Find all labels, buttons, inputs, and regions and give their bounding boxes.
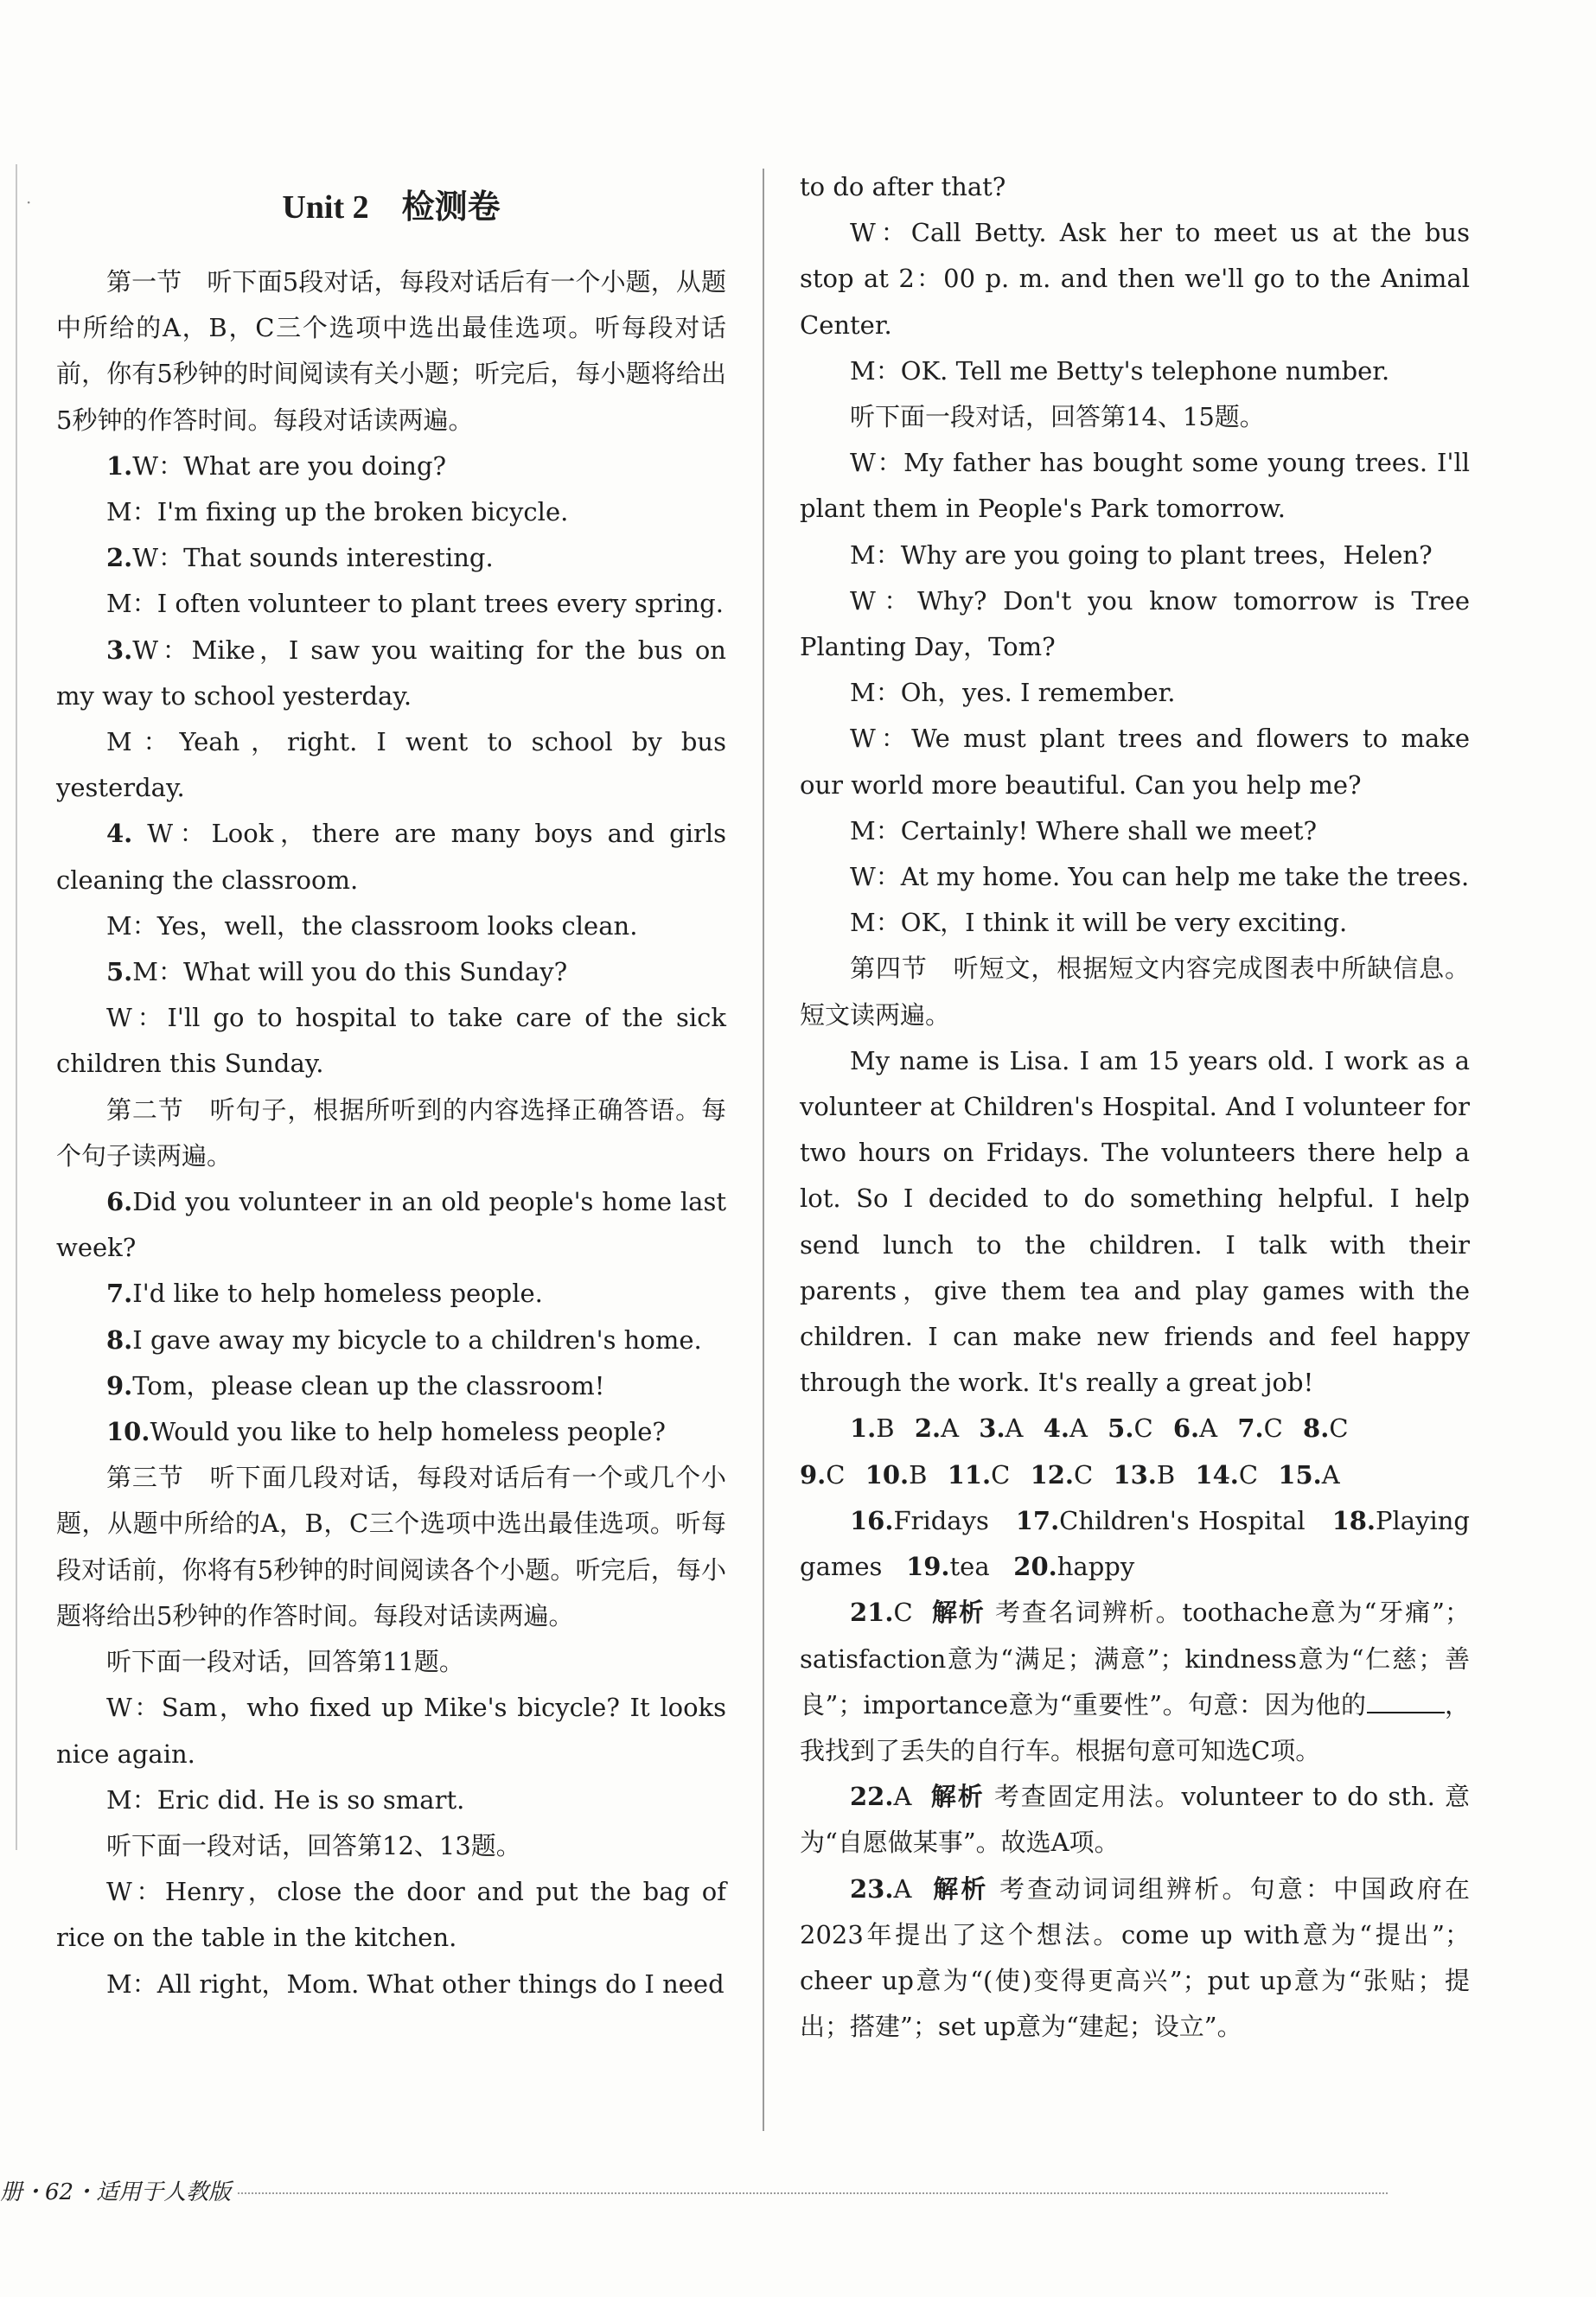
answer-item: 1.B (850, 1413, 895, 1444)
answer-item: 11.C (947, 1459, 1011, 1490)
page-title: Unit 2 检测卷 (282, 189, 501, 226)
question-5-reply: W：I'll go to hospital to take care of the sick children this Sunday. (56, 1003, 726, 1079)
section-3-instructions: 第三节 听下面几段对话，每段对话后有一个或几个小题，从题中所给的A，B，C三个选项中选出最佳选项。听每段对话前，你将有5秒钟的时间阅读各个小题。听完后，每小题将给出5秒钟的作答时间。每段对话读两遍。 (56, 1463, 726, 1630)
column-divider (763, 169, 764, 2131)
question-2-reply: M：I often volunteer to plant trees every spring. (106, 589, 724, 619)
dialog-line: M：Why are you going to plant trees，Helen? (850, 539, 1433, 570)
answer-22-explanation: 22.A 解析 考查固定用法。volunteer to do sth. 意为“自愿做某事”。故选A项。 (800, 1782, 1471, 1858)
answer-item: 10.B (865, 1459, 928, 1490)
answer-item: 2.A (914, 1413, 960, 1444)
dialog-line: W：My father has bought some young trees. I'll plant them in People's Park tomorrow. (800, 448, 1470, 524)
dialog-14-15-intro: 听下面一段对话，回答第14、15题。 (850, 402, 1265, 432)
answer-blank (1367, 1689, 1445, 1713)
question-3-reply: M：Yeah，right. I went to school by bus yesterday. (56, 727, 726, 803)
left-column (56, 164, 726, 2007)
section-2-instructions: 第二节 听句子，根据所听到的内容选择正确答语。每个句子读两遍。 (56, 1094, 726, 1171)
question-1-reply: M：I'm fixing up the broken bicycle. (106, 497, 569, 527)
dialog-line: M：Oh，yes. I remember. (850, 678, 1176, 708)
dialog-12-13-m: M：All right，Mom. What other things do I need (106, 1968, 725, 1999)
answer-item: 5.C (1108, 1413, 1153, 1444)
answer-item: 15.A (1278, 1459, 1340, 1490)
question-2: 2.W：That sounds interesting. (106, 543, 494, 573)
answers-row-2 (800, 1452, 1470, 1498)
question-5: 5.M：What will you do this Sunday? (106, 957, 568, 987)
question-6: 6.Did you volunteer in an old people's home last week? (56, 1187, 726, 1263)
answer-item: 13.B (1113, 1459, 1176, 1490)
question-9: 9.Tom，please clean up the classroom! (106, 1370, 605, 1401)
question-7: 7.I'd like to help homeless people. (106, 1279, 543, 1309)
answer-item: 12.C (1030, 1459, 1094, 1490)
dialog-line: M：Certainly! Where shall we meet? (850, 815, 1318, 845)
dialog-continued: to do after that? (800, 172, 1006, 201)
dialog-11-m: M：Eric did. He is so smart. (106, 1784, 465, 1815)
question-8: 8.I gave away my bicycle to a children's home. (106, 1324, 702, 1355)
dialog-12-13-intro: 听下面一段对话，回答第12、13题。 (106, 1830, 521, 1860)
answer-item: 3.A (979, 1413, 1024, 1444)
question-10: 10.Would you like to help homeless people? (106, 1417, 666, 1447)
footer-text: 册・62・适用于人教版 (0, 2179, 232, 2205)
answer-item: 7.C (1237, 1413, 1283, 1444)
answer-21-explanation: 21.C 解析 考查名词辨析。toothache意为“牙痛”；satisfaction意为“满足；满意”；kindness意为“仁慈；善良”；importance意为“重要性”。句意：因为他的 ，我找到了丢失的自行车。根据句意可知选C项。 (800, 1598, 1470, 1765)
question-1: 1.W：What are you doing? (106, 450, 447, 481)
dialog-12-13-w: W：Henry，close the door and put the bag of rice on the table in the kitchen. (56, 1877, 726, 1953)
question-4: 4. W：Look，there are many boys and girls cleaning the classroom. (56, 819, 726, 895)
dialog-line: M：OK. Tell me Betty's telephone number. (850, 355, 1390, 386)
answer-item: 9.C (800, 1459, 846, 1490)
question-3: 3.W：Mike，I saw you waiting for the bus on my way to school yesterday. (56, 635, 726, 711)
dialog-line: W：We must plant trees and flowers to make our world more beautiful. Can you help me? (800, 724, 1470, 800)
dialog-11-w: W：Sam，who fixed up Mike's bicycle? It looks nice again. (56, 1693, 726, 1769)
answers-row-1 (800, 1406, 1470, 1452)
dialog-line: W：Why? Don't you know tomorrow is Tree Planting Day，Tom? (800, 585, 1470, 662)
left-margin-line (16, 164, 17, 1850)
dialog-11-intro: 听下面一段对话，回答第11题。 (106, 1647, 464, 1677)
listening-passage: My name is Lisa. I am 15 years old. I work as a volunteer at Children's Hospital. And I volunteer for two hours on Fridays. The volunteers there help a lot. So I decided to do something helpful. I help send lunch to the children. I talk with their parents，give them tea and play games with the children. I can make new friends and feel happy through the work. It's really a great job! (800, 1045, 1470, 1398)
dialog-line: W：Call Betty. Ask her to meet us at the bus stop at 2：00 p. m. and then we'll go to the Animal Center. (800, 218, 1470, 340)
answer-item: 6.A (1172, 1413, 1218, 1444)
section-1-instructions: 第一节 听下面5段对话，每段对话后有一个小题，从题中所给的A，B，C三个选项中选出最佳选项。听每段对话前，你有5秒钟的时间阅读有关小题；听完后，每小题将给出5秒钟的作答时间。每段对话读两遍。 (56, 267, 726, 435)
answer-item: 8.C (1303, 1413, 1349, 1444)
section-4-instructions: 第四节 听短文，根据短文内容完成图表中所缺信息。短文读两遍。 (800, 954, 1470, 1030)
dialog-line: M：OK，I think it will be very exciting. (850, 908, 1348, 938)
dialog-line: W：At my home. You can help me take the trees. (850, 862, 1470, 892)
question-4-reply: M：Yes，well，the classroom looks clean. (106, 910, 638, 941)
margin-mark: · (26, 192, 32, 213)
answer-23-explanation: 23.A 解析 考查动词词组辨析。句意：中国政府在2023年提出了这个想法。come up with意为“提出”；cheer up意为“(使)变得更高兴”；put up意为“张贴；提出；搭建”；set up意为“建起；设立”。 (800, 1873, 1470, 2042)
answer-item: 14.C (1195, 1459, 1259, 1490)
answer-item: 4.A (1043, 1413, 1088, 1444)
right-column (800, 164, 1470, 2050)
footer-dotted-rule (238, 2192, 1388, 2194)
page-footer (0, 2174, 1470, 2206)
answers-16-20: 16.Fridays 17.Children's Hospital 18.Playing games 19.tea 20.happy (800, 1505, 1470, 1582)
